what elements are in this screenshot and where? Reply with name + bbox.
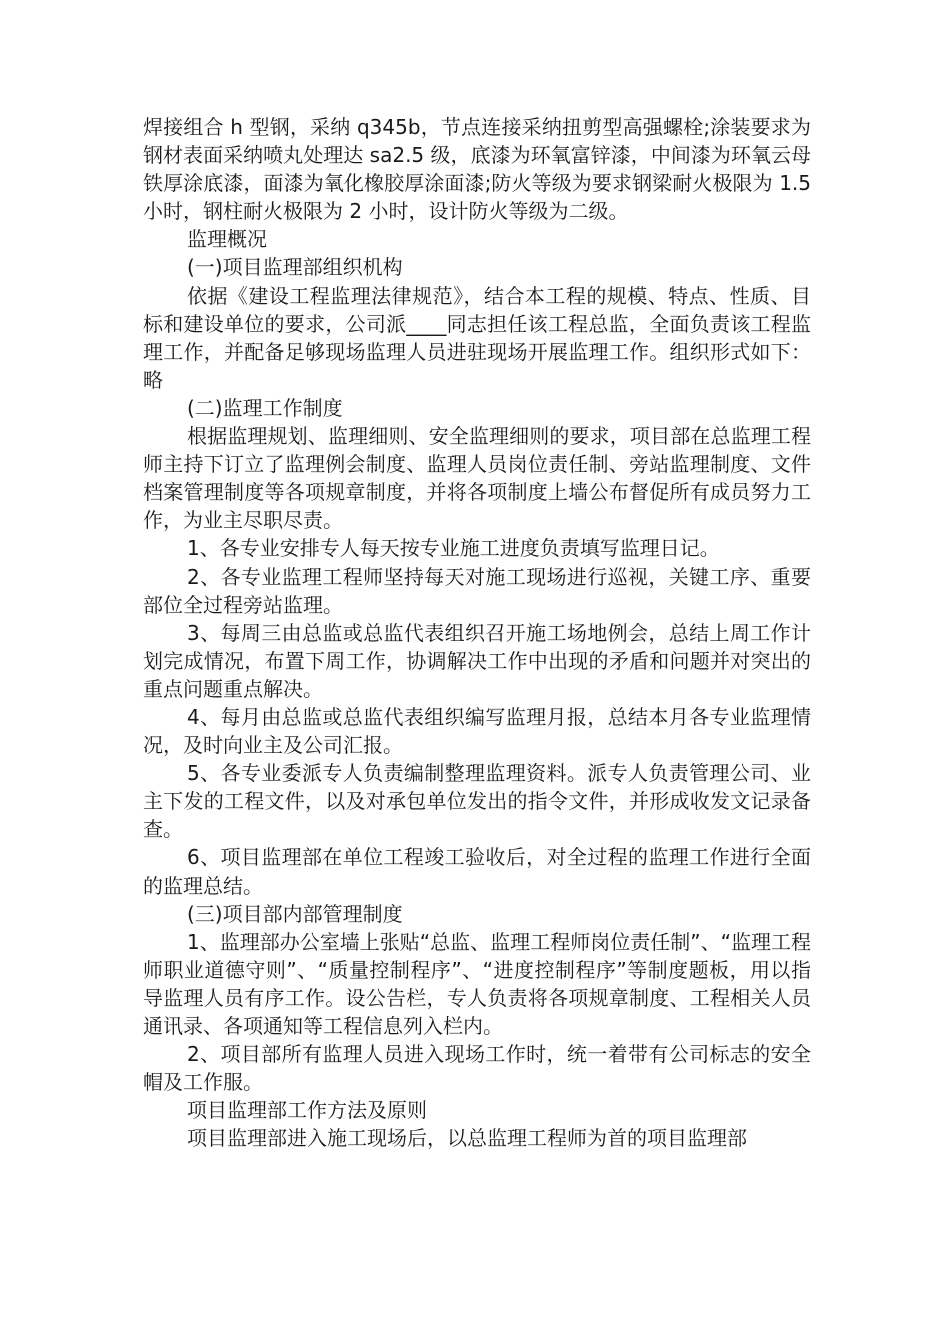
subsection-heading-organization: (一)项目监理部组织机构 xyxy=(187,255,403,280)
list-item-3: 3、每周三由总监或总监代表组织召开施工场地例会，总结上周工作计划完成情况，布置下周工作，协调解决工作中出现的矛盾和问题并对突出的重点问题重点解决。 xyxy=(143,620,811,701)
list-item-5: 5、各专业委派专人负责编制整理监理资料。派专人负责管理公司、业主下发的工程文件，以及对承包单位发出的指令文件，并形成收发文记录备查。 xyxy=(143,761,811,842)
paragraph-steel-structure: 焊接组合 h 型钢，采纳 q345b，节点连接采纳扭剪型高强螺栓;涂装要求为钢材表面采纳喷丸处理达 sa2.5 级，底漆为环氧富锌漆，中间漆为环氧云母铁厚涂底漆，面漆为氧化橡胶厚涂面漆;防火等级为要求钢梁耐火极限为 1.5 小时，钢柱耐火极限为 2 小时，设计防火等级为二级。 xyxy=(143,115,818,224)
list-item-1: 1、各专业安排专人每天按专业施工进度负责填写监理日记。 xyxy=(187,536,720,561)
list-item-2: 2、各专业监理工程师坚持每天对施工现场进行巡视，关键工序、重要部位全过程旁站监理。 xyxy=(143,564,811,617)
list-item-6: 6、项目监理部在单位工程竣工验收后，对全过程的监理工作进行全面的监理总结。 xyxy=(143,845,811,898)
paragraph-methods-principles: 项目监理部进入施工现场后，以总监理工程师为首的项目监理部 xyxy=(187,1126,747,1151)
section-heading-methods-principles: 项目监理部工作方法及原则 xyxy=(187,1098,427,1123)
list-item-internal-1: 1、监理部办公室墙上张贴“总监、监理工程师岗位责任制”、“监理工程师职业道德守则”、“质量控制程序”、“进度控制程序”等制度题板，用以指导监理人员有序工作。设公告栏，专人负责将各项规章制度、工程相关人员通讯录、各项通知等工程信息列入栏内。 xyxy=(143,929,811,1038)
document-body xyxy=(143,113,818,1152)
paragraph-organization: 依据《建设工程监理法律规范》，结合本工程的规模、特点、性质、目标和建设单位的要求，公司派____同志担任该工程总监，全面负责该工程监理工作，并配备足够现场监理人员进驻现场开展监理工作。组织形式如下：略 xyxy=(143,283,811,392)
list-item-4: 4、每月由总监或总监代表组织编写监理月报，总结本月各专业监理情况，及时向业主及公司汇报。 xyxy=(143,704,811,758)
subsection-heading-internal-management: (三)项目部内部管理制度 xyxy=(187,901,403,926)
list-item-internal-2: 2、项目部所有监理人员进入现场工作时，统一着带有公司标志的安全帽及工作服。 xyxy=(143,1042,811,1095)
section-heading-supervision-overview: 监理概况 xyxy=(187,227,267,252)
subsection-heading-work-system: (二)监理工作制度 xyxy=(187,395,343,420)
paragraph-work-system: 根据监理规划、监理细则、安全监理细则的要求，项目部在总监理工程师主持下订立了监理例会制度、监理人员岗位责任制、旁站监理制度、文件档案管理制度等各项规章制度，并将各项制度上墙公布督促所有成员努力工作，为业主尽职尽责。 xyxy=(143,424,811,533)
